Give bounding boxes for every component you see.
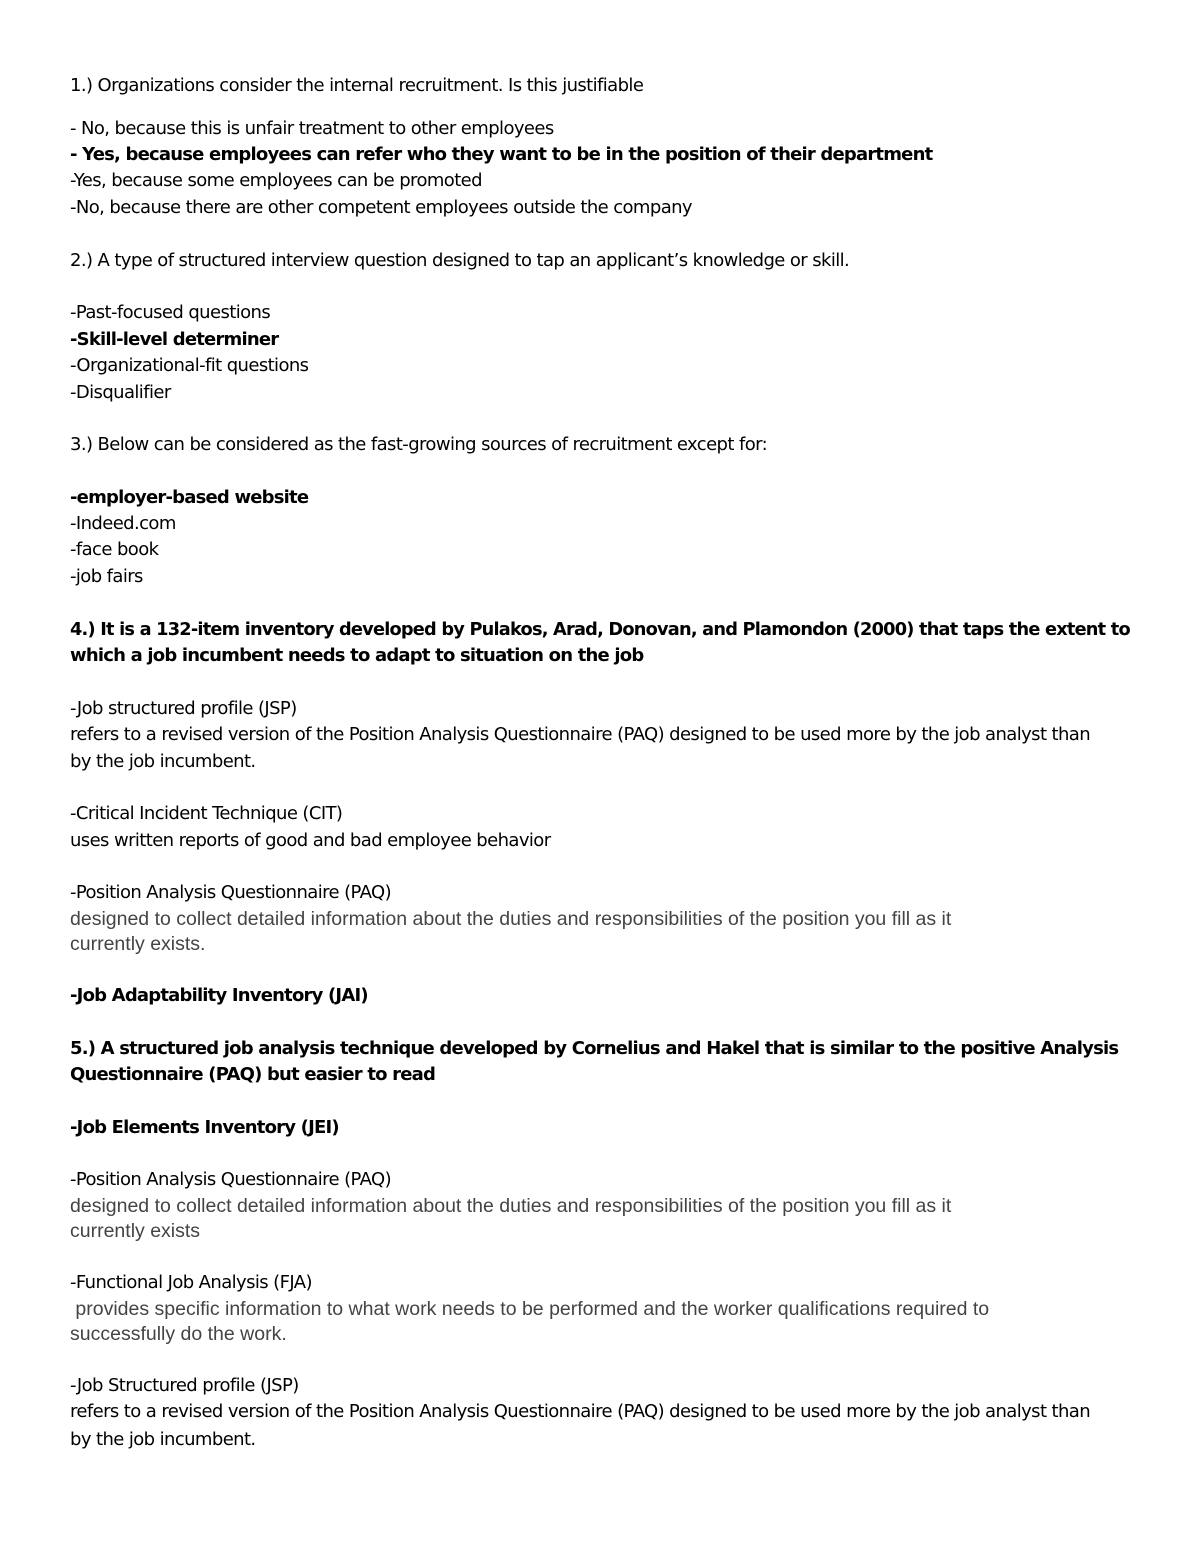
q5-jsp-desc-line-1: refers to a revised version of the Position Analysis Questionnaire (PAQ) designed to be used more by the job analyst than: [70, 1401, 1091, 1422]
q5-question-line-2: Questionnaire (PAQ) but easier to read: [70, 1064, 436, 1085]
q2-question: 2.) A type of structured interview question designed to tap an applicant’s knowledge or skill.: [70, 250, 850, 271]
q4-jai-title-answer: -Job Adaptability Inventory (JAI): [70, 985, 368, 1006]
q2-option-2-answer: -Skill-level determiner: [70, 329, 279, 350]
q1-option-2-answer: - Yes, because employees can refer who they want to be in the position of their department: [70, 144, 933, 165]
q5-fja-desc-line-1: provides specific information to what work needs to be performed and the worker qualifications required to: [70, 1298, 990, 1320]
q4-jsp-title: -Job structured profile (JSP): [70, 698, 297, 719]
q5-fja-desc-line-2: successfully do the work.: [70, 1323, 287, 1345]
q3-option-1-answer: -employer-based website: [70, 487, 309, 508]
q2-option-3: -Organizational-fit questions: [70, 355, 309, 376]
q1-option-1: - No, because this is unfair treatment to other employees: [70, 118, 554, 139]
q5-paq-desc-line-1: designed to collect detailed information about the duties and responsibilities of the position you fill as it: [70, 1195, 952, 1217]
q4-paq-desc-line-2: currently exists.: [70, 933, 206, 955]
q4-paq-desc-line-1: designed to collect detailed information about the duties and responsibilities of the position you fill as it: [70, 908, 952, 930]
q2-option-1: -Past-focused questions: [70, 302, 271, 323]
q4-cit-desc: uses written reports of good and bad employee behavior: [70, 830, 551, 851]
q3-option-3: -face book: [70, 539, 159, 560]
q1-question: 1.) Organizations consider the internal recruitment. Is this justifiable: [70, 75, 644, 96]
q3-option-4: -job fairs: [70, 566, 143, 587]
q1-option-3: -Yes, because some employees can be promoted: [70, 170, 482, 191]
q3-question: 3.) Below can be considered as the fast-growing sources of recruitment except for:: [70, 434, 768, 455]
q5-fja-title: -Functional Job Analysis (FJA): [70, 1272, 312, 1293]
q4-question-line-1: 4.) It is a 132-item inventory developed by Pulakos, Arad, Donovan, and Plamondon (2000) that taps the extent to: [70, 619, 1130, 640]
q5-jsp-title: -Job Structured profile (JSP): [70, 1375, 299, 1396]
q5-question-line-1: 5.) A structured job analysis technique developed by Cornelius and Hakel that is similar to the positive Analysis: [70, 1038, 1119, 1059]
q1-option-4: -No, because there are other competent employees outside the company: [70, 197, 692, 218]
q4-question-line-2: which a job incumbent needs to adapt to situation on the job: [70, 645, 644, 666]
q2-option-4: -Disqualifier: [70, 382, 171, 403]
q4-paq-title: -Position Analysis Questionnaire (PAQ): [70, 882, 392, 903]
q5-jei-title-answer: -Job Elements Inventory (JEI): [70, 1117, 339, 1138]
q4-jsp-desc-line-2: by the job incumbent.: [70, 751, 256, 772]
q5-paq-desc-line-2: currently exists: [70, 1220, 201, 1242]
q4-cit-title: -Critical Incident Technique (CIT): [70, 803, 343, 824]
q4-jsp-desc-line-1: refers to a revised version of the Position Analysis Questionnaire (PAQ) designed to be used more by the job analyst than: [70, 724, 1091, 745]
q5-paq-title: -Position Analysis Questionnaire (PAQ): [70, 1169, 392, 1190]
q3-option-2: -Indeed.com: [70, 513, 176, 534]
q5-jsp-desc-line-2: by the job incumbent.: [70, 1429, 256, 1450]
